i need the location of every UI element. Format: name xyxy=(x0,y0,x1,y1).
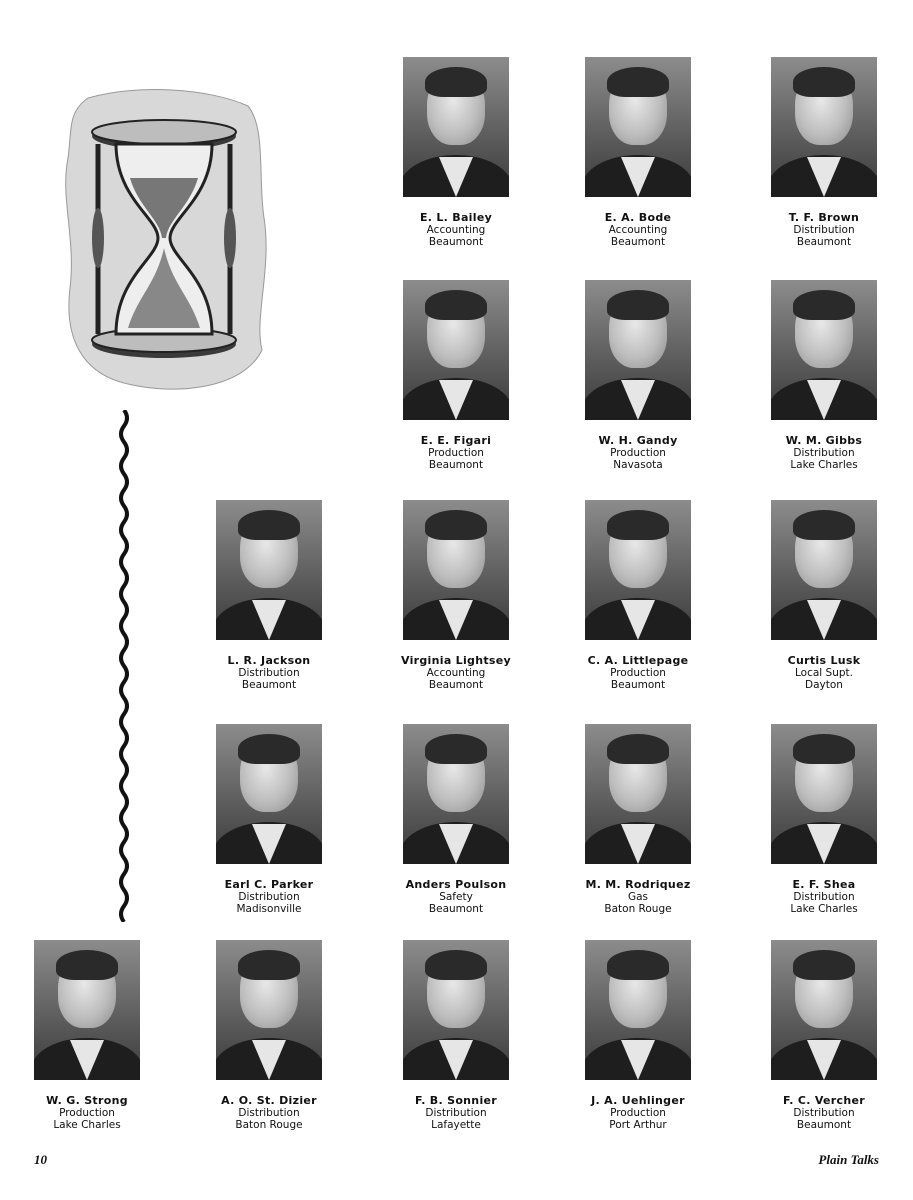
person-card xyxy=(381,280,531,471)
person-card xyxy=(563,940,713,1131)
person-city: Beaumont xyxy=(610,236,666,248)
person-department: Production xyxy=(610,667,666,679)
person-card xyxy=(12,940,162,1131)
person-city: Navasota xyxy=(613,459,663,471)
person-name: J. A. Uehlinger xyxy=(591,1094,685,1107)
portrait-photo xyxy=(403,280,509,420)
portrait-photo xyxy=(403,940,509,1080)
person-card xyxy=(381,940,531,1131)
portrait-photo xyxy=(771,280,877,420)
person-name: F. B. Sonnier xyxy=(415,1094,497,1107)
person-city: Lake Charles xyxy=(53,1119,121,1131)
person-card xyxy=(381,500,531,691)
person-name: W. H. Gandy xyxy=(598,434,678,447)
portrait-photo xyxy=(585,500,691,640)
person-name: Virginia Lightsey xyxy=(400,654,512,667)
person-name: W. M. Gibbs xyxy=(785,434,863,447)
person-department: Distribution xyxy=(425,1107,487,1119)
person-department: Distribution xyxy=(238,1107,300,1119)
publication-name: Plain Talks xyxy=(818,1152,879,1167)
person-name: T. F. Brown xyxy=(788,211,860,224)
portrait-photo xyxy=(771,940,877,1080)
portrait-photo xyxy=(216,500,322,640)
portrait-photo xyxy=(771,724,877,864)
person-city: Beaumont xyxy=(428,679,484,691)
person-city: Beaumont xyxy=(241,679,297,691)
person-department: Accounting xyxy=(426,224,486,236)
person-name: Anders Poulson xyxy=(405,878,507,891)
person-name: Earl C. Parker xyxy=(224,878,314,891)
person-name: M. M. Rodriquez xyxy=(585,878,691,891)
person-department: Safety xyxy=(439,891,473,903)
person-card xyxy=(563,57,713,248)
portrait-photo xyxy=(216,940,322,1080)
wavy-divider-line xyxy=(116,410,132,922)
person-name: E. F. Shea xyxy=(792,878,856,891)
person-card xyxy=(381,57,531,248)
hourglass-illustration xyxy=(58,88,270,394)
portrait-photo xyxy=(585,280,691,420)
person-card xyxy=(749,940,899,1131)
person-city: Baton Rouge xyxy=(604,903,672,915)
person-city: Lake Charles xyxy=(790,903,858,915)
person-department: Accounting xyxy=(608,224,668,236)
person-department: Accounting xyxy=(426,667,486,679)
person-city: Beaumont xyxy=(610,679,666,691)
person-department: Distribution xyxy=(793,1107,855,1119)
page-number: 10 xyxy=(34,1152,47,1167)
person-department: Production xyxy=(59,1107,115,1119)
person-card xyxy=(194,500,344,691)
person-city: Beaumont xyxy=(796,1119,852,1131)
person-name: Curtis Lusk xyxy=(787,654,861,667)
person-department: Distribution xyxy=(238,891,300,903)
portrait-photo xyxy=(403,724,509,864)
person-name: E. L. Bailey xyxy=(419,211,493,224)
portrait-photo xyxy=(585,57,691,197)
person-card xyxy=(749,724,899,915)
person-card xyxy=(563,500,713,691)
person-department: Distribution xyxy=(793,224,855,236)
person-department: Production xyxy=(610,1107,666,1119)
person-name: L. R. Jackson xyxy=(227,654,311,667)
person-department: Gas xyxy=(627,891,649,903)
person-card xyxy=(749,500,899,691)
person-card xyxy=(563,724,713,915)
person-city: Beaumont xyxy=(428,459,484,471)
person-department: Distribution xyxy=(238,667,300,679)
person-department: Production xyxy=(610,447,666,459)
portrait-photo xyxy=(403,500,509,640)
portrait-photo xyxy=(403,57,509,197)
portrait-photo xyxy=(216,724,322,864)
person-name: W. G. Strong xyxy=(46,1094,128,1107)
person-city: Beaumont xyxy=(796,236,852,248)
person-name: A. O. St. Dizier xyxy=(221,1094,317,1107)
person-card xyxy=(381,724,531,915)
person-department: Production xyxy=(428,447,484,459)
portrait-photo xyxy=(34,940,140,1080)
person-city: Port Arthur xyxy=(609,1119,667,1131)
person-city: Beaumont xyxy=(428,236,484,248)
person-city: Beaumont xyxy=(428,903,484,915)
portrait-photo xyxy=(585,940,691,1080)
person-city: Dayton xyxy=(805,679,843,691)
person-card xyxy=(749,280,899,471)
person-card xyxy=(563,280,713,471)
person-department: Distribution xyxy=(793,891,855,903)
portrait-photo xyxy=(771,500,877,640)
portrait-photo xyxy=(585,724,691,864)
person-department: Distribution xyxy=(793,447,855,459)
person-city: Lake Charles xyxy=(790,459,858,471)
portrait-photo xyxy=(771,57,877,197)
person-card xyxy=(749,57,899,248)
person-card xyxy=(194,724,344,915)
person-city: Lafayette xyxy=(431,1119,481,1131)
person-name: C. A. Littlepage xyxy=(587,654,689,667)
person-department: Local Supt. xyxy=(795,667,853,679)
person-city: Madisonville xyxy=(236,903,302,915)
person-card xyxy=(194,940,344,1131)
person-name: E. E. Figari xyxy=(420,434,492,447)
person-name: F. C. Vercher xyxy=(783,1094,865,1107)
person-city: Baton Rouge xyxy=(235,1119,303,1131)
person-name: E. A. Bode xyxy=(604,211,672,224)
